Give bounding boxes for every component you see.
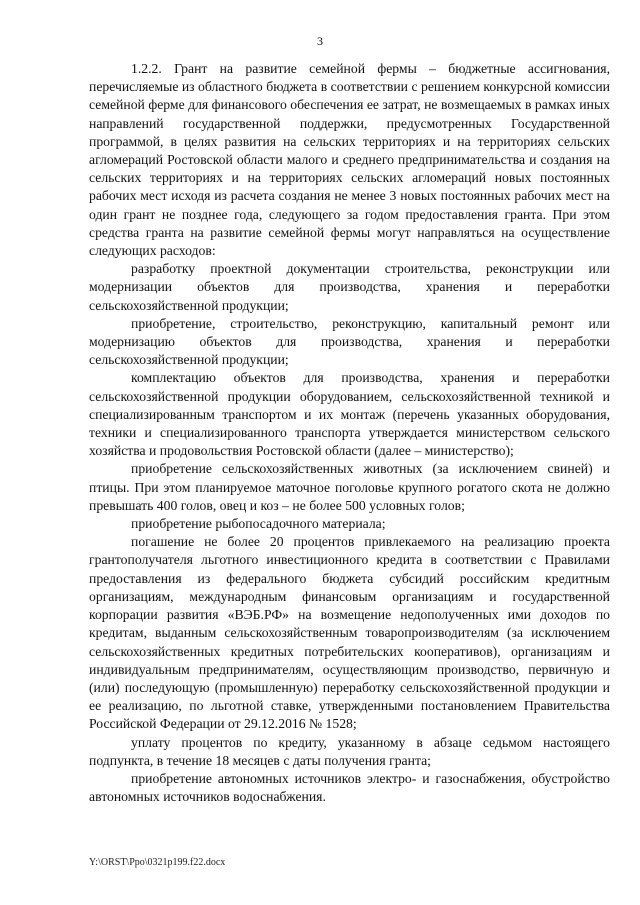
paragraph-loan-repayment: погашение не более 20 процентов привлекаемого на реализацию проекта грантополучателя льготного инвестиционного кредита в соответствии с Правилами предоставления из федерального бюджета субсидий российским кредитным организациям, международным финансовым организациям и государственной корпорации развития «ВЭБ.РФ» на возмещение недополученных ими доходов по кредитам, выданным сельскохозяйственным товаропроизводителям (за исключением сельскохозяйственных кредитных потребительских кооперативов), организациям и индивидуальным предпринимателям, осуществляющим производство, первичную и (или) последующую (промышленную) переработку сельскохозяйственной продукции и ее реализацию, по льготной ставке, утвержденными постановлением Правительства Российской Федерации от 29.12.2016 № 1528; [89, 534, 610, 732]
paragraph-fish-stock: приобретение рыбопосадочного материала; [131, 516, 386, 532]
footer-file-path: Y:\ORST\Ppo\0321p199.f22.docx [89, 857, 226, 868]
paragraph-livestock: приобретение сельскохозяйственных животных (за исключением свиней) и птицы. При этом планируемое маточное поголовье крупного рогатого скота не должно превышать 400 голов, овец и коз – не более 500 условных голов; [89, 461, 610, 513]
paragraph-interest-payment: уплату процентов по кредиту, указанному в абзаце седьмом настоящего подпункта, в течение 18 месяцев с даты получения гранта; [89, 734, 610, 768]
paragraph-equipment: комплектацию объектов для производства, хранения и переработки сельскохозяйственной продукции оборудованием, сельскохозяйственной техникой и специализированным транспортом и их монтаж (перечень указанных оборудования, техники и специализированного транспорта утверждается министерством сельского хозяйства и продовольствия Ростовской области (далее – министерство); [89, 370, 610, 459]
paragraph-autonomous-sources: приобретение автономных источников электро- и газоснабжения, обустройство автономных источников водоснабжения. [89, 770, 610, 805]
page-number: 3 [317, 34, 323, 48]
paragraph-grant-definition: 1.2.2. Грант на развитие семейной фермы – бюджетные ассигнования, перечисляемые из областного бюджета в соответствии с решением конкурсной комиссии семейной ферме для финансового обеспечения ее затрат, не возмещаемых в рамках иных направлений государственной поддержки, предусмотренных Государственной программой, в целях развития на сельских территориях и на территориях сельских агломераций Ростовской области малого и среднего предпринимательства и создания на сельских территориях и на территориях сельских агломераций новых постоянных рабочих мест исходя из расчета создания не менее 3 новых постоянных рабочих мест на один грант не позднее года, следующего за годом предоставления гранта. При этом средства гранта на развитие семейной фермы могут направляться на осуществление следующих расходов: [89, 61, 610, 259]
paragraph-acquisition-construction: приобретение, строительство, реконструкцию, капитальный ремонт или модернизацию объектов для производства, хранения и переработки сельскохозяйственной продукции; [89, 315, 610, 368]
paragraph-design-documentation: разработку проектной документации строительства, реконструкции или модернизации объектов для производства, хранения и переработки сельскохозяйственной продукции; [89, 261, 610, 313]
document-body [89, 60, 610, 806]
